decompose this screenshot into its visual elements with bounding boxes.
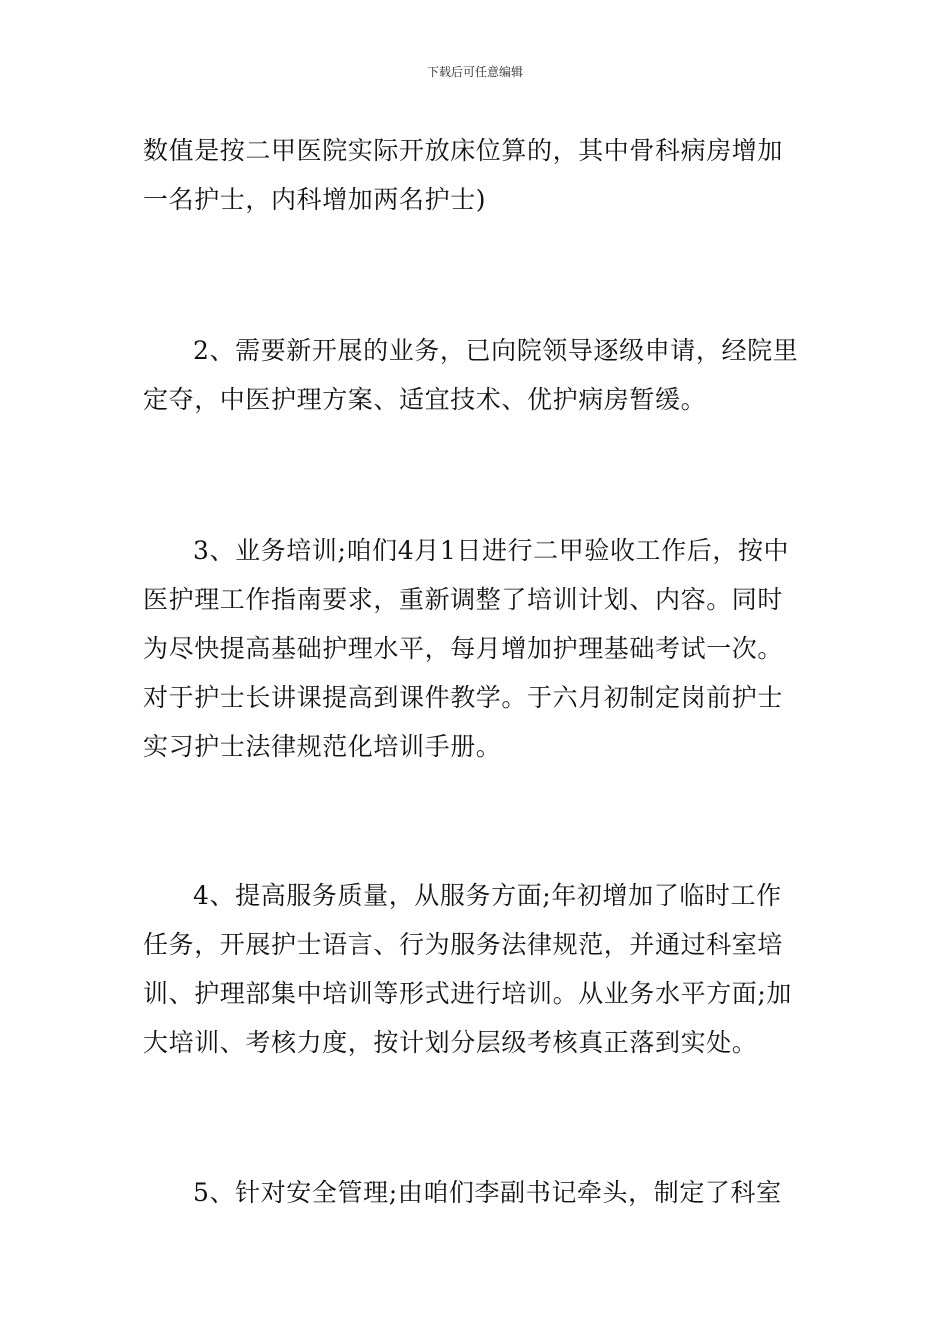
paragraph-2-line-2: 定夺，中医护理方案、适宜技术、优护病房暂缓。	[143, 385, 707, 414]
paragraph-4-line-2: 任务，开展护士语言、行为服务法律规范，并通过科室培	[143, 930, 784, 959]
paragraph-4-line-4: 大培训、考核力度，按计划分层级考核真正落到实处。	[143, 1028, 758, 1057]
paragraph-3-line-2: 医护理工作指南要求，重新调整了培训计划、内容。同时	[143, 585, 784, 614]
paragraph-3-line-4: 对于护士长讲课提高到课件教学。于六月初制定岗前护士	[143, 683, 784, 712]
paragraph-3-line-3: 为尽快提高基础护理水平，每月增加护理基础考试一次。	[143, 634, 784, 663]
paragraph-3-line-1: 3、业务培训;咱们4月1日进行二甲验收工作后，按中	[193, 536, 790, 565]
paragraph-4-line-3: 训、护理部集中培训等形式进行培训。从业务水平方面;加	[143, 979, 793, 1008]
paragraph-1-line-1: 数值是按二甲医院实际开放床位算的，其中骨科病房增加	[143, 136, 784, 165]
paragraph-5-line-1: 5、针对安全管理;由咱们李副书记牵头，制定了科室	[193, 1178, 782, 1207]
paragraph-4-line-1: 4、提高服务质量，从服务方面;年初增加了临时工作	[193, 881, 782, 910]
paragraph-2-line-1: 2、需要新开展的业务，已向院领导逐级申请，经院里	[193, 336, 799, 365]
paragraph-3-line-5: 实习护士法律规范化培训手册。	[143, 732, 502, 761]
paragraph-1-line-2: 一名护士，内科增加两名护士)	[143, 185, 487, 214]
page-header: 下载后可任意编辑	[426, 65, 523, 79]
